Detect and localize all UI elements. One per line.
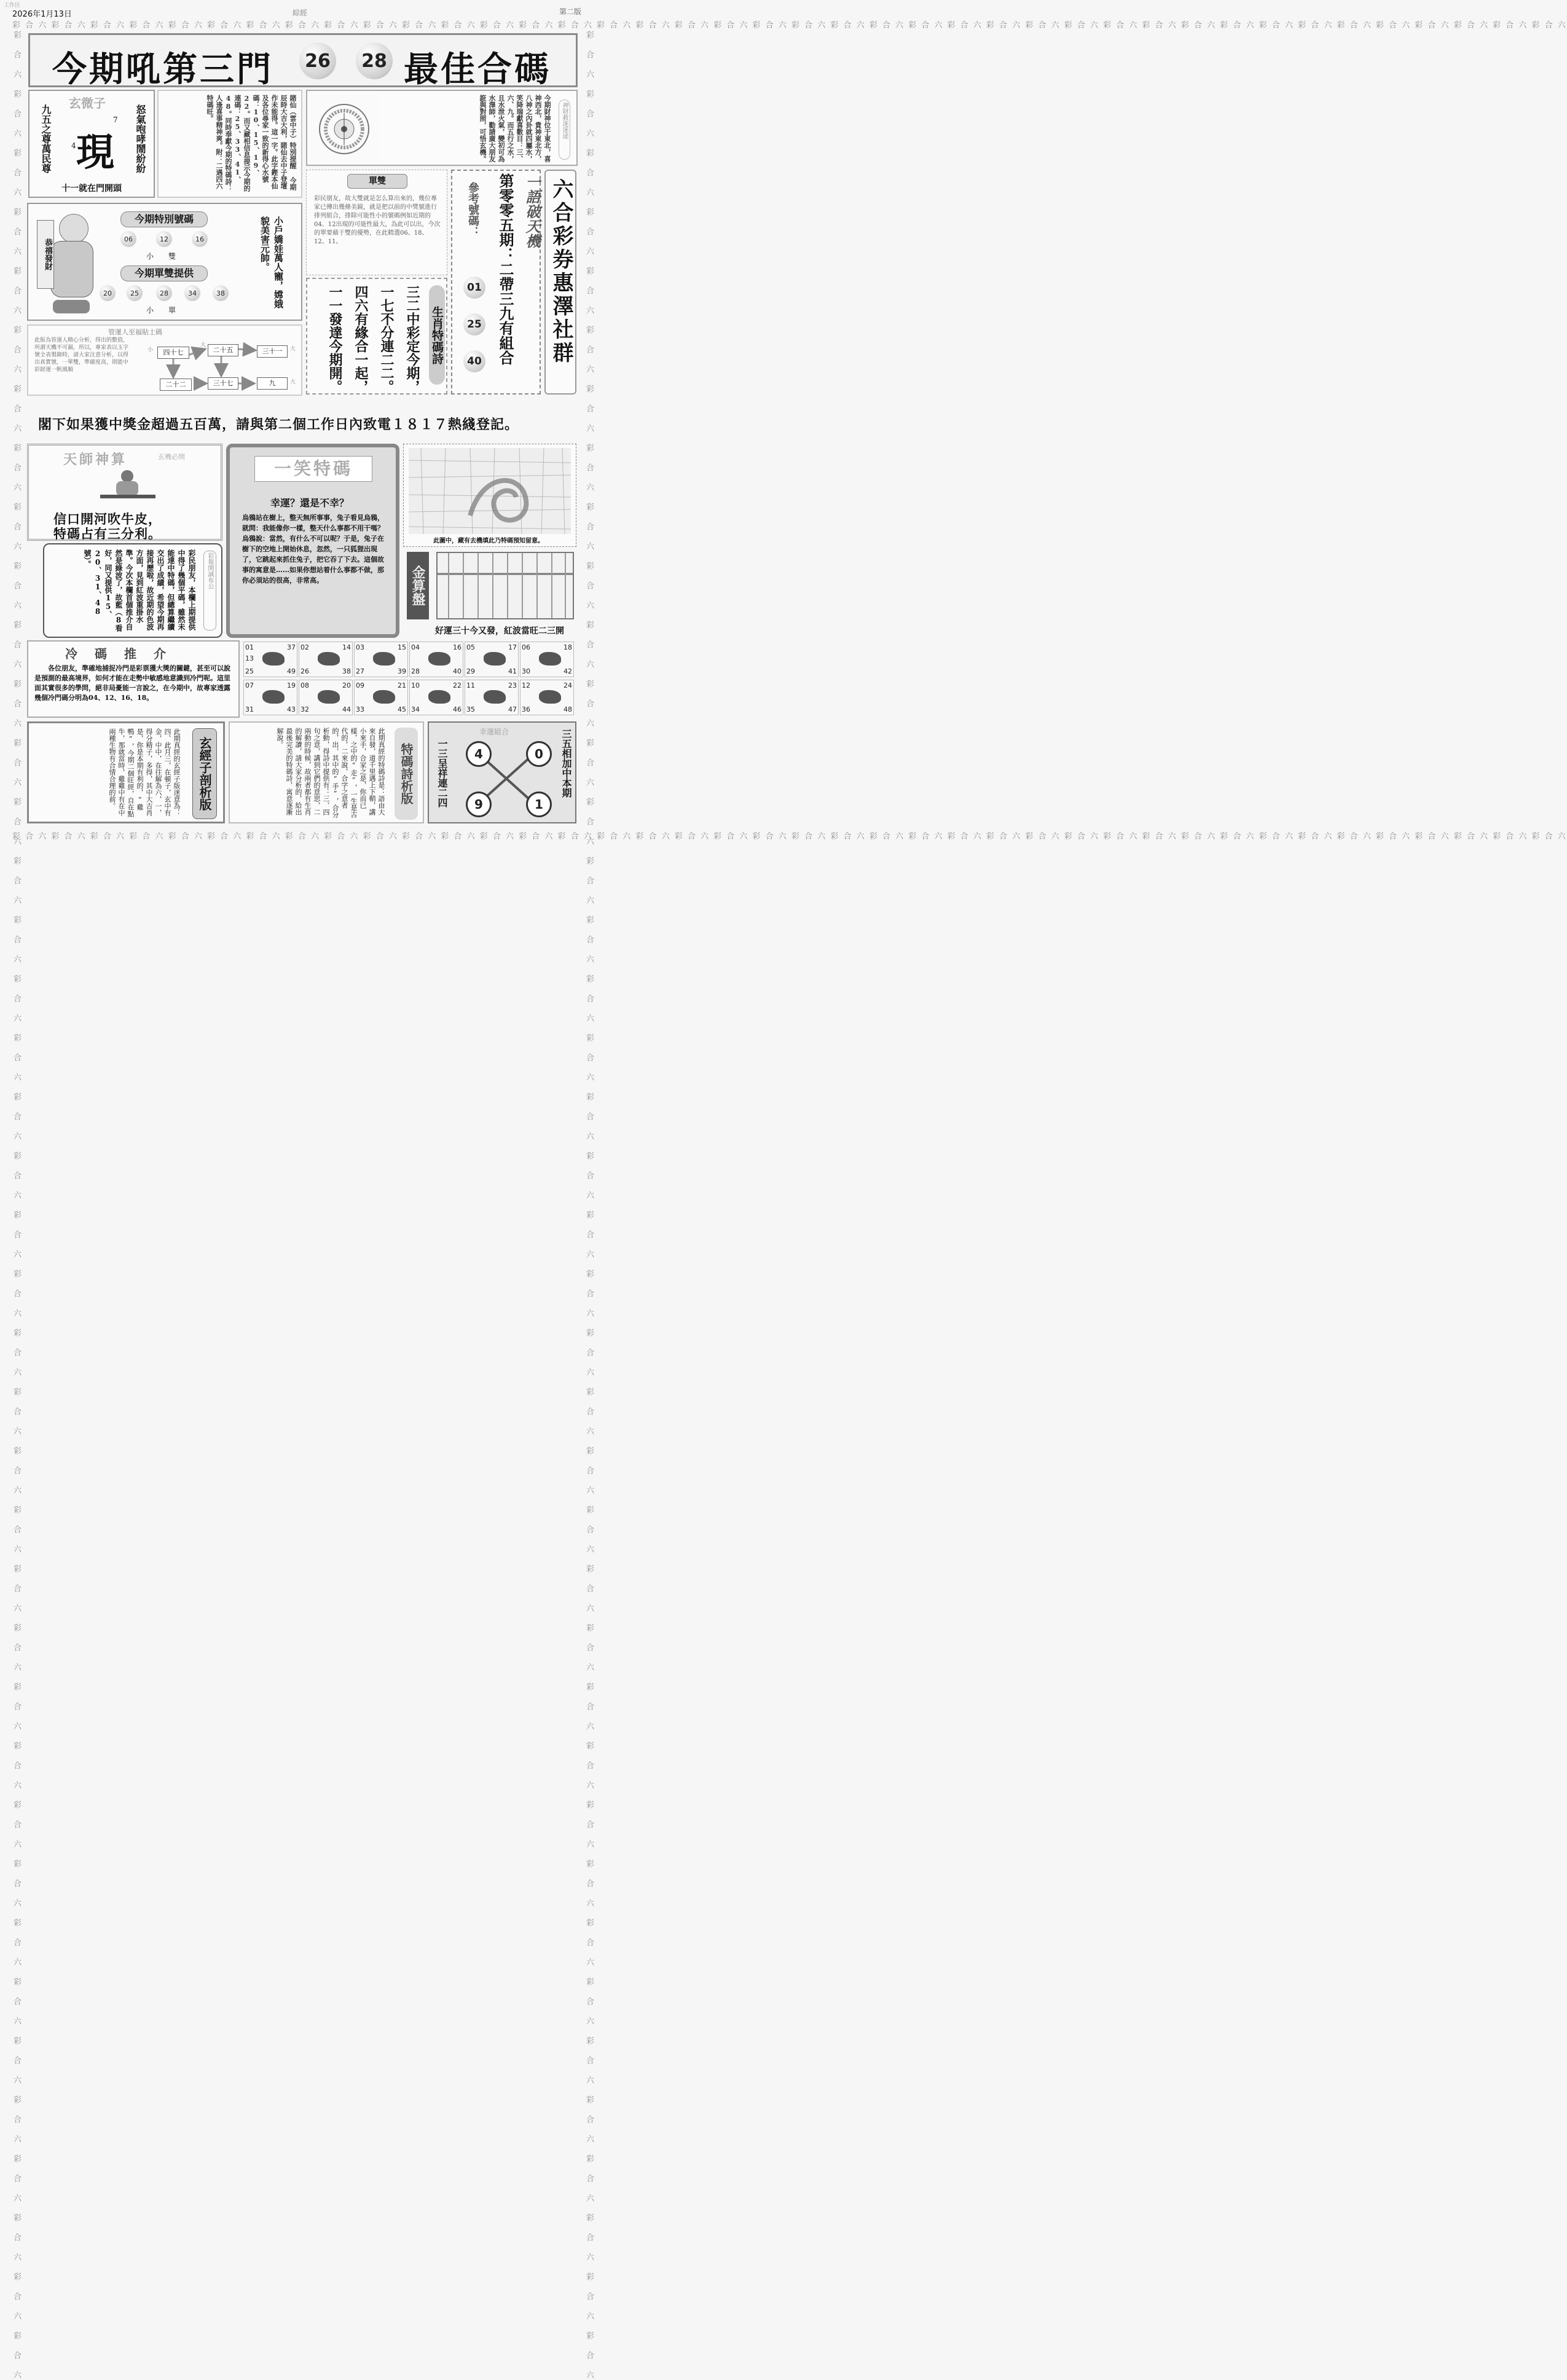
zodiac-number: 48: [564, 705, 572, 713]
lengma-box: [27, 640, 240, 718]
zodiac-number: 26: [300, 667, 309, 675]
zodiac-number: 44: [342, 705, 351, 713]
zodiac-animal-icon: [484, 690, 506, 704]
flow-node: 二十五: [208, 344, 238, 356]
zodiac-number: 04: [411, 643, 420, 651]
zodiac-number: 15: [398, 643, 406, 651]
xuanweizi-num-left: 4: [71, 141, 76, 150]
zodiac-number: 12: [522, 681, 530, 689]
title-right: 最佳合碼: [404, 49, 551, 90]
zodiac-number: 33: [356, 705, 364, 713]
xingyun-title: 幸運組合: [479, 728, 509, 736]
compass-icon: [310, 95, 380, 162]
tianshi-line-1: 信口開河吹牛皮，: [53, 511, 162, 527]
banner-scroll: 恭禧發財: [37, 220, 54, 289]
lengma-text: 各位朋友，準確地捕捉冷門是彩票獲大獎的關鍵，甚至可以說是預測的最高境界，如何才能在走勢中敏感地意識到冷門呢。這里面其實很多的學問，絕非局憂能一言說之，在今期中，故專家透露幾個冷門碼分明為04、12、16、18。: [34, 664, 230, 702]
zodiac-number: 36: [522, 705, 530, 713]
zodiac-number: 05: [466, 643, 475, 651]
zodiac-cell: [243, 680, 297, 715]
special-sub-1: 小 雙: [146, 252, 176, 261]
zodiac-cell: [520, 642, 574, 677]
poem-badge: 生肖特碼詩: [429, 285, 445, 385]
xingyun-right: 三五相加中本期: [560, 729, 572, 798]
zodiac-number: 37: [287, 643, 296, 651]
xuanjing-badge: 玄經子剖析版: [192, 728, 217, 819]
zodiac-cell: [354, 642, 408, 677]
zodiac-number: 23: [508, 681, 517, 689]
zodiac-number: 13: [245, 654, 254, 662]
zodiac-cell: [409, 642, 463, 677]
xingyun-ball: 4: [466, 741, 492, 767]
title-ball-1: 26: [299, 42, 336, 79]
date: 2026年1月13日: [12, 10, 72, 19]
danshuang-box: [306, 170, 447, 275]
zodiac-number: 43: [287, 705, 296, 713]
zodiac-number: 42: [564, 667, 572, 675]
zodiac-number: 40: [453, 667, 461, 675]
title-left: 今期吼第三門: [52, 49, 273, 90]
yiyu-main: 第零零五期：二帶三九有組合: [497, 173, 514, 365]
xingyun-left: 一三呈祥連二四: [436, 739, 448, 807]
zodiac-number: 14: [342, 643, 351, 651]
zodiac-number: 07: [245, 681, 254, 689]
flow-title: 管運人至福貼士碼: [108, 328, 162, 336]
xuanweizi-box: [28, 90, 155, 198]
zodiac-number: 35: [466, 705, 475, 713]
border-left: 彩 合 六 彩 合 六 彩 合 六 彩 合 六 彩 合 六 彩 合 六 彩 合 六 彩 合 六 彩 合 六 彩 合 六 彩 合 六 彩 合 六 彩 合 六 彩 合 六 彩 合 六 彩 合 六 彩 合 六 彩 合 六 彩 合 六 彩 合 六 彩 合 六 彩 合 六 彩 合 六 彩 合 六 彩 合 六 彩 合 六 彩 合 六 彩 合 六 彩 合 六 彩 合 六 彩 合 六 彩 合 六 彩 合 六 彩 合 六 彩 合 六 彩 合 六 彩 合 六 彩 合 六 彩 合 六 彩 合 六: [12, 31, 21, 2380]
yixiao-text: 烏鴉站在樹上，整天無所事事，兔子看見烏鴉，就問：我能像你一樣，整天什么事都不用干嗎？烏鴉說：當然，有什么不可以呢？于是，兔子在樹下的空地上開始休息，忽然，一只狐狸出現了，它跳起來抓住兔子，把它吞了下去。這個故事的寓意是……如果你想站着什么事都不做，那你必須站的很高，非常高。: [242, 514, 384, 584]
yiyu-ball-2: 25: [463, 313, 485, 336]
tianshi-line-2: 特碼占有三分利。: [53, 526, 162, 541]
zodiac-grid: [243, 642, 576, 718]
zodiac-cell: [520, 680, 574, 715]
flow-node: 九: [257, 377, 288, 390]
tianshi-title: 天師神算: [63, 452, 128, 468]
suanpan-caption: 好運三十今又發，紅波當旺二三開: [435, 626, 564, 636]
caiyou-box: [43, 543, 222, 638]
teshi-badge: 特碼詩析版: [395, 728, 418, 820]
xuanweizi-left: 九五之尊萬民尊: [40, 104, 52, 173]
zodiac-number: 39: [398, 667, 406, 675]
zodiac-number: 02: [300, 643, 309, 651]
border-top: 彩 合 六 彩 合 六 彩 合 六 彩 合 六 彩 合 六 彩 合 六 彩 合 六 彩 合 六 彩 合 六 彩 合 六 彩 合 六 彩 合 六 彩 合 六 彩 合 六 彩 合 六 彩 合 六 彩 合 六 彩 合 六 彩 合 六 彩 合 六 彩 合 六 彩 合 六 彩 合 六 彩 合 六 彩 合 六 彩 合 六 彩 合 六 彩 合 六 彩 合 六 彩 合 六 彩 合 六 彩 合 六 彩 合 六 彩 合 六 彩 合 六 彩 合 六 彩 合 六 彩 合 六 彩 合 六 彩 合 六: [12, 21, 1567, 30]
zodiac-animal-icon: [428, 690, 450, 704]
zodiac-cell: [299, 680, 353, 715]
header-center: 綜經: [293, 9, 308, 17]
xingyun-ball: 0: [526, 741, 552, 767]
dushen-text: 賭仙（雲中子）特別提醒 今期辰時大吉大利，賭仙去中子登壇作未能得。這一字。此字鏗本仙及各位尋家一致的新得心水號碼：10、15、19、22。而又藏相信息提示今期的連碼：25、33、41、48。同時奉獻今期的特碼詩：人逢喜事精神爽。附：二遇四六特碼旺。: [206, 95, 297, 192]
snake-caption: 此圖中，藏有去機填此乃特碼預知留意。: [433, 538, 544, 544]
special-num: 34: [184, 285, 200, 301]
title-ball-2: 28: [356, 42, 393, 79]
zodiac-number: 06: [522, 643, 530, 651]
suanpan-badge: 金算盤: [407, 552, 429, 619]
zodiac-cell: [299, 642, 353, 677]
zodiac-animal-icon: [539, 690, 561, 704]
special-box: [27, 203, 302, 321]
sidebar-title: 六合彩券惠澤社群: [549, 178, 573, 365]
special-poem: 小戶嬌娃萬人寵，嫦娥貌美害元帥。: [259, 216, 284, 308]
yiyu-box: [451, 170, 541, 395]
special-num: 25: [127, 285, 143, 301]
dushen-box: [157, 90, 302, 198]
special-num: 38: [213, 285, 229, 301]
xuanweizi-right: 怒氣咆哮鬧紛紛: [135, 104, 146, 173]
flow-node: 二十二: [160, 379, 192, 391]
zodiac-animal-icon: [262, 690, 285, 704]
poem-line-4: 一一發達今期開。: [327, 285, 343, 393]
special-sub-2: 小 單: [146, 306, 176, 315]
snake-image: [409, 448, 571, 534]
poem-box: [306, 278, 447, 395]
zodiac-number: 22: [453, 681, 461, 689]
snake-box: [403, 444, 576, 547]
special-num: 12: [156, 231, 172, 247]
zodiac-number: 24: [564, 681, 572, 689]
zodiac-number: 16: [453, 643, 461, 651]
flow-side: 大: [290, 379, 296, 385]
notice-banner: 閣下如果獲中獎金超過五百萬，請與第二個工作日內致電１８１７熱綫登記。: [38, 417, 519, 433]
zodiac-number: 20: [342, 681, 351, 689]
tianshi-subtitle: 玄機必開: [158, 453, 185, 461]
yixiao-title: 一笑特碼: [254, 456, 372, 482]
yiyu-ball-1: 01: [463, 277, 485, 299]
flow-node: 四十七: [157, 347, 189, 359]
zodiac-animal-icon: [484, 652, 506, 666]
zodiac-number: 11: [466, 681, 475, 689]
yixiao-question: 幸運？還是不幸？: [270, 497, 350, 509]
xuanweizi-big-char: 現: [76, 130, 115, 175]
zodiac-number: 09: [356, 681, 364, 689]
caishen-text: 今期財神位于東北，喜神西北，貴神東北方，八神之內卦就四屬水，笑降瑞獻喜數目：三、六、九。而五行之水，且水泄火氣，變初可為水澤師，勸請廣大朋友誑與對照，可悟玄機。: [479, 95, 551, 162]
tianshi-box: [27, 444, 222, 541]
xuanweizi-heading: 玄微子: [69, 96, 106, 111]
title-block: [28, 33, 578, 90]
sidebar-title-box: [544, 170, 576, 395]
teshi-box: [229, 721, 424, 823]
zodiac-animal-icon: [373, 652, 395, 666]
poem-line-3: 四六有緣合一起，: [353, 285, 369, 393]
caishen-badge: 神財救迷迷途: [559, 100, 570, 160]
flow-node: 三十一: [257, 345, 288, 358]
flow-node: 三十七: [208, 377, 238, 390]
xingyun-box: [428, 721, 576, 823]
zodiac-animal-icon: [539, 652, 561, 666]
zodiac-cell: [465, 680, 519, 715]
abacus-image: [436, 552, 574, 619]
zodiac-cell: [354, 680, 408, 715]
zodiac-number: 32: [300, 705, 309, 713]
zodiac-number: 19: [287, 681, 296, 689]
yiyu-ref-label: 參考號碼：: [466, 182, 479, 237]
flow-side: 小: [147, 347, 154, 353]
border-right: 彩 合 六 彩 合 六 彩 合 六 彩 合 六 彩 合 六 彩 合 六 彩 合 六 彩 合 六 彩 合 六 彩 合 六 彩 合 六 彩 合 六 彩 合 六 彩 合 六 彩 合 六 彩 合 六 彩 合 六 彩 合 六 彩 合 六 彩 合 六 彩 合 六 彩 合 六 彩 合 六 彩 合 六 彩 合 六 彩 合 六 彩 合 六 彩 合 六 彩 合 六 彩 合 六 彩 合 六 彩 合 六 彩 合 六 彩 合 六 彩 合 六 彩 合 六 彩 合 六 彩 合 六 彩 合 六 彩 合 六: [584, 31, 594, 2380]
special-label-2: 今期單雙提供: [120, 265, 208, 281]
teshi-text: 此期真經的特碼詩是：語由大來自發，道千里遇上下鞘，講小來手，合家之是，你而已樣，之中的“走”，一生是古代的，二來說，合字之意者的，出，其中的“手”，合分析動，得詩中提供有：三、四句之意，講到它們的意思，二兩動的時候，故兩者都有生肖的解讀，請大家分析的，給出最後完美的特碼詩，寓意逐漸解說。: [276, 728, 385, 818]
zodiac-animal-icon: [428, 652, 450, 666]
zodiac-number: 10: [411, 681, 420, 689]
zodiac-cell: [409, 680, 463, 715]
caiyou-badge: 彩報開誠布公: [203, 551, 216, 630]
special-num: 20: [100, 285, 116, 301]
special-num: 28: [156, 285, 172, 301]
zodiac-cell: [243, 642, 297, 677]
zodiac-number: 01: [245, 643, 254, 651]
special-num: 06: [120, 231, 136, 247]
xingyun-ball: 9: [466, 791, 492, 817]
zodiac-number: 38: [342, 667, 351, 675]
zodiac-number: 29: [466, 667, 475, 675]
zodiac-number: 25: [245, 667, 254, 675]
xingyun-ball: 1: [526, 791, 552, 817]
flow-text: 此版為管運人精心分析，得出的數值，所謂天機不可漏，所以，專家表以玉字號全表製錄時，請大家注意分析，以得出真實號，一單雙，準確度高，則能中彩財運一帆風順: [34, 337, 129, 373]
tianshi-figure: [100, 470, 155, 503]
boy-figure: [34, 208, 96, 318]
zodiac-number: 30: [522, 667, 530, 675]
zodiac-number: 46: [453, 705, 461, 713]
zodiac-number: 18: [564, 643, 572, 651]
border-bottom: 彩 合 六 彩 合 六 彩 合 六 彩 合 六 彩 合 六 彩 合 六 彩 合 六 彩 合 六 彩 合 六 彩 合 六 彩 合 六 彩 合 六 彩 合 六 彩 合 六 彩 合 六 彩 合 六 彩 合 六 彩 合 六 彩 合 六 彩 合 六 彩 合 六 彩 合 六 彩 合 六 彩 合 六 彩 合 六 彩 合 六 彩 合 六 彩 合 六 彩 合 六 彩 合 六 彩 合 六 彩 合 六 彩 合 六 彩 合 六 彩 合 六 彩 合 六 彩 合 六 彩 合 六 彩 合 六 彩 合 六: [12, 832, 1567, 841]
zodiac-number: 34: [411, 705, 420, 713]
xuanweizi-num-top: 7: [113, 116, 118, 124]
zodiac-animal-icon: [318, 690, 340, 704]
xuanjing-text: 此期真經的玄經子版迷意為：四、此月三，在頓子，玄中有金，中中，在往解為六，一，得分精子，多得，其中大吉肖是，你是本期有利的，“雞鴨”，今期二個旺經，自在點牛，那就當時，雞雞中有在中兩種生物有合情合理的前。: [108, 728, 181, 817]
suanpan-box: [403, 549, 576, 638]
zodiac-number: 47: [508, 705, 517, 713]
zodiac-number: 08: [300, 681, 309, 689]
poem-line-1: 三二中彩定今期，: [404, 285, 420, 393]
zodiac-number: 28: [411, 667, 420, 675]
lengma-title: 冷 碼 推 介: [65, 646, 168, 661]
yiyu-title: 一語破天機: [523, 175, 541, 248]
special-label-1: 今期特別號碼: [120, 211, 208, 227]
special-num: 16: [192, 231, 208, 247]
zodiac-number: 03: [356, 643, 364, 651]
zodiac-animal-icon: [318, 652, 340, 666]
zodiac-number: 49: [287, 667, 296, 675]
flow-box: [27, 324, 302, 396]
caiyou-text: 彩民朋友，本欄上期提供中得了幾個平碼，雖然未能達中特碼，但總算繼續交出了成績，希望今期再接再歷啦，故近期的色波方面，見到紅波重掛水準。今次本欄首個推介自然是綠波了，故藍（8看好，同又提供15、20、31、48號）。: [83, 549, 196, 632]
zodiac-number: 17: [508, 643, 517, 651]
zodiac-number: 45: [398, 705, 406, 713]
zodiac-cell: [465, 642, 519, 677]
flow-side: 大: [200, 342, 206, 348]
yixiao-box: [226, 444, 399, 638]
zodiac-number: 27: [356, 667, 364, 675]
xuanweizi-footer: 十一就在門開頭: [61, 184, 122, 194]
zodiac-number: 41: [508, 667, 517, 675]
caishen-box: [306, 90, 578, 166]
xuanjing-box: [27, 721, 225, 823]
page-number: 第二版: [559, 7, 582, 16]
flow-side: 大: [290, 346, 296, 352]
danshuang-text: 彩民朋友，故大雙就是怎么算出來的，幾位專家已傳出幾條美鏡，就是把以前的中獎號進行排列組合，排除可能性小的號碼例如近期的04、12出現的可能性最大，為此可以出，今次的單要藉于雙的優勢，在此精選06、18、12、11。: [314, 195, 441, 245]
zodiac-number: 31: [245, 705, 254, 713]
yiyu-ball-3: 40: [463, 350, 485, 372]
poem-line-2: 一七不分連二二。: [379, 285, 395, 393]
zodiac-number: 21: [398, 681, 406, 689]
danshuang-label: 單雙: [347, 174, 407, 189]
zodiac-animal-icon: [373, 690, 395, 704]
zodiac-animal-icon: [262, 652, 285, 666]
